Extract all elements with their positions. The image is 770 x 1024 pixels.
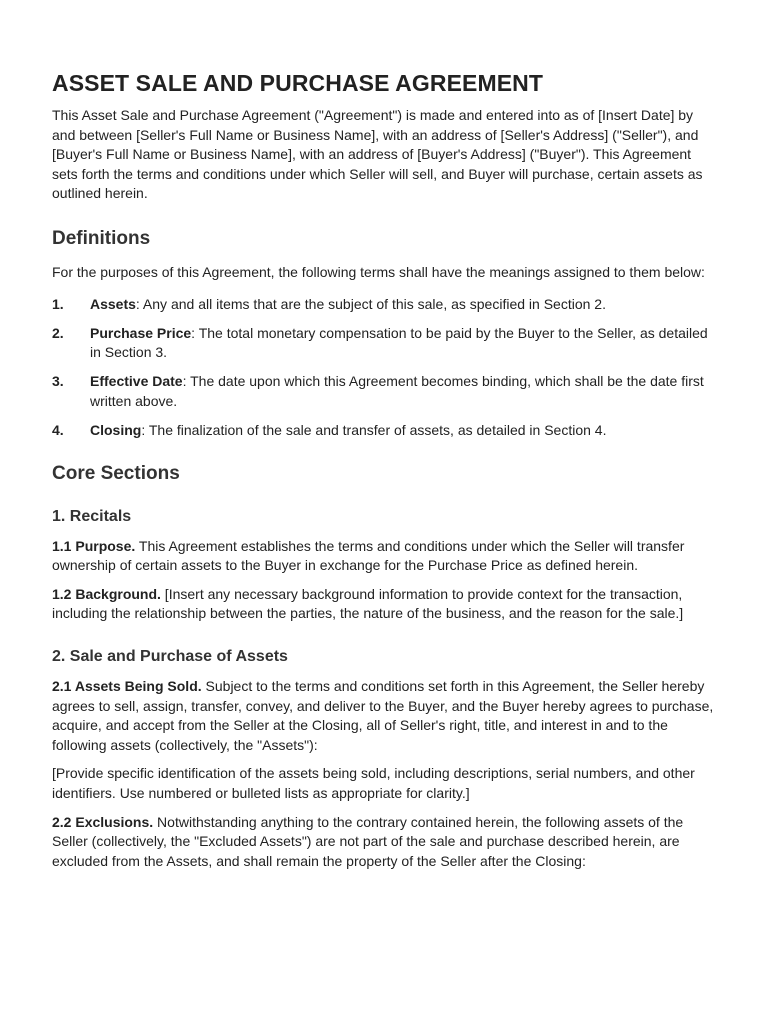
core-sections-heading: Core Sections — [52, 462, 180, 484]
definition-text: : The total monetary compensation to be paid by the Buyer to the Seller, as detailed in Section 3. — [90, 324, 708, 361]
definition-text: : The finalization of the sale and transfer of assets, as detailed in Section 4. — [141, 422, 607, 439]
assets-sold-text: Subject to the terms and conditions set forth in this Agreement, the Seller hereby agrees to sell, assign, transfer, convey, and deliver to the Buyer, and the Buyer hereby agrees to purchase, acquire, and accept from the Seller at the Closing, all of Seller's right, title, and interest in and to the following assets (collectively, the "Assets"): — [52, 678, 714, 753]
definition-body — [90, 372, 718, 411]
assets-sold-label: 2.1 Assets Being Sold. — [52, 678, 202, 694]
definition-term: Assets — [90, 295, 136, 312]
definition-number: 3. — [52, 373, 64, 390]
recitals-heading: 1. Recitals — [52, 507, 132, 525]
definition-item — [52, 295, 718, 315]
definition-body — [90, 295, 718, 315]
definition-body — [90, 324, 718, 363]
purpose-paragraph — [52, 537, 718, 576]
background-label: 1.2 Background. — [52, 585, 161, 602]
definitions-list — [52, 295, 718, 441]
identification-paragraph: [Provide specific identification of the assets being sold, including descriptions, serial numbers, and other identifiers. Use numbered or bulleted lists as appropriate for clarity.] — [52, 765, 695, 801]
background-paragraph — [52, 585, 718, 624]
definition-item — [52, 324, 718, 363]
sale-heading: 2. Sale and Purchase of Assets — [52, 648, 288, 665]
definition-term: Effective Date — [90, 373, 183, 390]
exclusions-label: 2.2 Exclusions. — [52, 813, 154, 830]
exclusions-text: Notwithstanding anything to the contrary contained herein, the following assets of the Seller (collectively, the "Excluded Assets") are not part of the sale and purchase described herein, are excluded from the Assets, and shall remain the property of the Seller after the Closing: — [52, 813, 684, 869]
purpose-label: 1.1 Purpose. — [52, 537, 136, 554]
document-title: ASSET SALE AND PURCHASE AGREEMENT — [52, 70, 544, 96]
assets-sold-paragraph — [52, 677, 718, 755]
definition-item — [52, 421, 718, 441]
definition-term: Closing — [90, 422, 142, 439]
definition-text: : Any and all items that are the subject of this sale, as specified in Section 2. — [135, 295, 606, 312]
background-text: [Insert any necessary background information to provide context for the transaction, including the relationship between the parties, the nature of the business, and the reason for the sale.] — [52, 585, 684, 622]
definitions-intro: For the purposes of this Agreement, the following terms shall have the meanings assigned to them below: — [52, 263, 705, 280]
purpose-text: This Agreement establishes the terms and conditions under which the Seller will transfer ownership of certain assets to the Buyer in exchange for the Purchase Price as defined herein. — [52, 537, 685, 574]
definitions-heading: Definitions — [52, 227, 151, 249]
exclusions-paragraph — [52, 813, 718, 872]
definition-number: 4. — [52, 422, 64, 439]
definition-number: 1. — [52, 295, 64, 312]
definition-item — [52, 372, 718, 411]
definition-text: : The date upon which this Agreement becomes binding, which shall be the date first written above. — [90, 373, 704, 409]
definition-number: 2. — [52, 324, 64, 341]
definition-term: Purchase Price — [90, 324, 192, 341]
intro-paragraph: This Asset Sale and Purchase Agreement ("Agreement") is made and entered into as of [Insert Date] by and between [Seller's Full Name or Business Name], with an address of [Seller's Address] ("Seller"), and [Buyer's Full Name or Business Name], with an address of [Buyer's Address] ("Buyer"). This Agreement sets forth the terms and conditions under which Seller will sell, and Buyer will purchase, certain assets as outlined herein. — [52, 107, 703, 202]
definition-body — [90, 421, 718, 441]
